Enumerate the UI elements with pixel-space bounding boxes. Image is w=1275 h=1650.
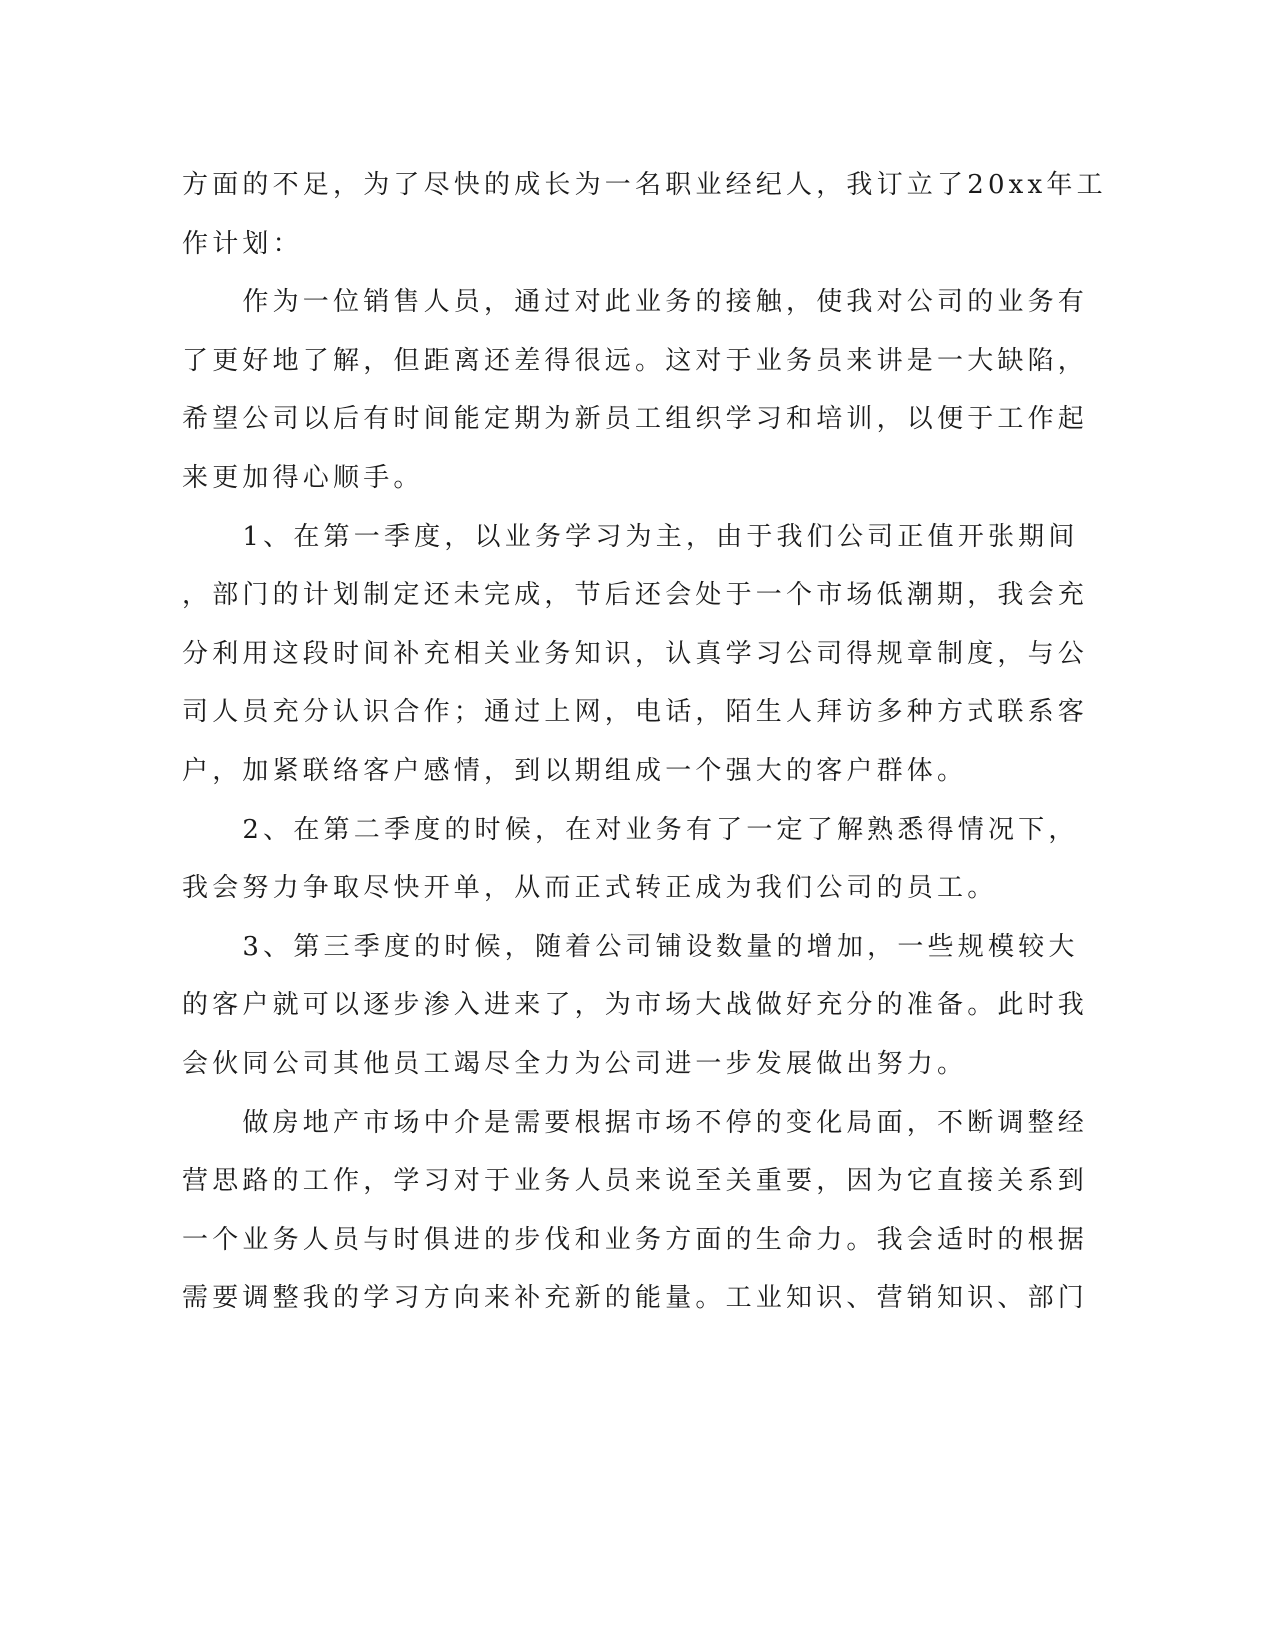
text-line: 营思路的工作，学习对于业务人员来说至关重要，因为它直接关系到 bbox=[182, 1166, 1089, 1197]
text-line: 一个业务人员与时俱进的步伐和业务方面的生命力。我会适时的根据 bbox=[182, 1224, 1089, 1255]
text-line: 方面的不足，为了尽快的成长为一名职业经纪人，我订立了20xx年工 bbox=[182, 170, 1107, 200]
text-line: 3、第三季度的时候，随着公司铺设数量的增加，一些规模较大 bbox=[182, 931, 1079, 962]
text-line: ，部门的计划制定还未完成，节后还会处于一个市场低潮期，我会充 bbox=[182, 580, 1089, 611]
text-line: 的客户就可以逐步渗入进来了，为市场大战做好充分的准备。此时我 bbox=[182, 990, 1089, 1021]
text-line: 户，加紧联络客户感情，到以期组成一个强大的客户群体。 bbox=[182, 755, 968, 786]
text-line: 1、在第一季度，以业务学习为主，由于我们公司正值开张期间 bbox=[182, 521, 1079, 552]
body-text bbox=[182, 156, 1107, 1328]
text-line: 了更好地了解，但距离还差得很远。这对于业务员来讲是一大缺陷， bbox=[182, 345, 1089, 376]
text-line: 来更加得心顺手。 bbox=[182, 462, 424, 493]
text-line: 我会努力争取尽快开单，从而正式转正成为我们公司的员工。 bbox=[182, 873, 998, 904]
text-line: 作计划： bbox=[182, 228, 303, 259]
text-line: 做房地产市场中介是需要根据市场不停的变化局面，不断调整经 bbox=[182, 1107, 1089, 1138]
text-line: 作为一位销售人员，通过对此业务的接触，使我对公司的业务有 bbox=[182, 287, 1089, 318]
text-line: 需要调整我的学习方向来补充新的能量。工业知识、营销知识、部门 bbox=[182, 1283, 1089, 1314]
text-line: 分利用这段时间补充相关业务知识，认真学习公司得规章制度，与公 bbox=[182, 638, 1089, 669]
text-line: 会伙同公司其他员工竭尽全力为公司进一步发展做出努力。 bbox=[182, 1048, 968, 1079]
text-line: 司人员充分认识合作；通过上网，电话，陌生人拜访多种方式联系客 bbox=[182, 697, 1089, 728]
text-line: 希望公司以后有时间能定期为新员工组织学习和培训，以便于工作起 bbox=[182, 404, 1089, 435]
text-line: 2、在第二季度的时候，在对业务有了一定了解熟悉得情况下， bbox=[182, 814, 1079, 845]
